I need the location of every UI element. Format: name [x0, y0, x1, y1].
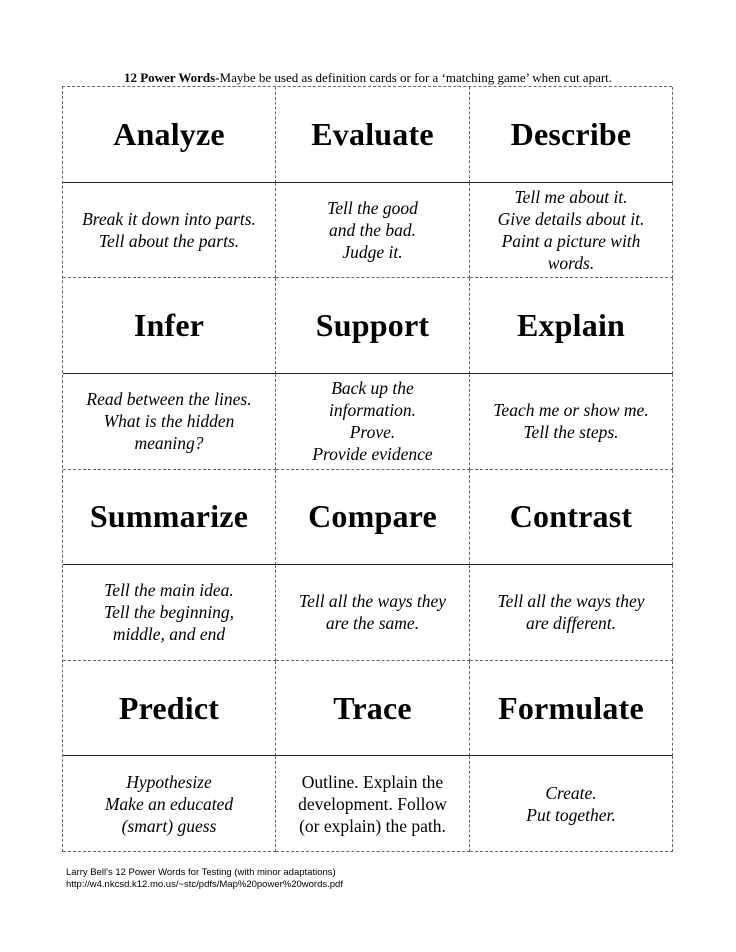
word-card	[276, 661, 470, 757]
header-title: 12 Power Words-	[123, 70, 220, 85]
definition-card	[470, 565, 673, 661]
definition-card	[470, 183, 673, 279]
page-header	[0, 70, 736, 86]
definition-contrast: Tell all the ways they are different.	[497, 591, 645, 634]
definition-card	[276, 565, 470, 661]
word-card	[470, 278, 673, 374]
word-card	[276, 278, 470, 374]
definition-describe: Tell me about it. Give details about it. Paint a picture with words.	[497, 186, 645, 273]
word-analyze: Analyze	[113, 115, 225, 152]
source-url: http://w4.nkcsd.k12.mo.us/~stc/pdfs/Map%20power%20words.pdf	[66, 879, 343, 890]
definition-summarize: Tell the main idea. Tell the beginning, middle, and end	[103, 580, 235, 645]
word-card	[276, 87, 470, 183]
word-support: Support	[315, 307, 430, 344]
word-card	[470, 87, 673, 183]
definition-card	[276, 374, 470, 470]
word-predict: Predict	[118, 689, 220, 726]
definition-infer: Read between the lines. What is the hidden meaning?	[86, 389, 252, 454]
word-summarize: Summarize	[89, 498, 249, 535]
word-formulate: Formulate	[498, 689, 644, 726]
definition-analyze: Break it down into parts. Tell about the parts.	[82, 208, 256, 251]
word-card	[63, 661, 276, 757]
word-describe: Describe	[510, 115, 632, 152]
source-credit: Larry Bell's 12 Power Words for Testing (with minor adaptations)	[66, 867, 336, 878]
source-footer	[66, 867, 343, 891]
word-card	[470, 661, 673, 757]
power-words-card-grid	[62, 86, 672, 852]
word-card	[63, 87, 276, 183]
definition-formulate: Create. Put together.	[526, 782, 616, 825]
definition-card	[470, 374, 673, 470]
word-evaluate: Evaluate	[311, 115, 434, 152]
word-infer: Infer	[133, 307, 205, 344]
word-card	[63, 470, 276, 566]
definition-support: Back up the information. Prove. Provide evidence	[312, 378, 433, 465]
definition-trace: Outline. Explain the development. Follow (or explain) the path.	[298, 771, 447, 836]
word-card	[63, 278, 276, 374]
word-card	[470, 470, 673, 566]
definition-card	[63, 374, 276, 470]
word-explain: Explain	[516, 307, 626, 344]
definition-explain: Teach me or show me. Tell the steps.	[493, 400, 649, 443]
definition-predict: Hypothesize Make an educated (smart) guess	[104, 771, 234, 836]
definition-card	[63, 756, 276, 852]
header-subtitle: Maybe be used as definition cards or for a ‘matching game’ when cut apart.	[219, 70, 613, 85]
definition-compare: Tell all the ways they are the same.	[298, 591, 447, 634]
definition-card	[276, 756, 470, 852]
definition-card	[63, 565, 276, 661]
definition-card	[63, 183, 276, 279]
definition-card	[276, 183, 470, 279]
definition-evaluate: Tell the good and the bad. Judge it.	[327, 197, 418, 262]
word-compare: Compare	[308, 498, 437, 535]
definition-card	[470, 756, 673, 852]
word-card	[276, 470, 470, 566]
word-trace: Trace	[333, 689, 412, 726]
word-contrast: Contrast	[509, 498, 633, 535]
